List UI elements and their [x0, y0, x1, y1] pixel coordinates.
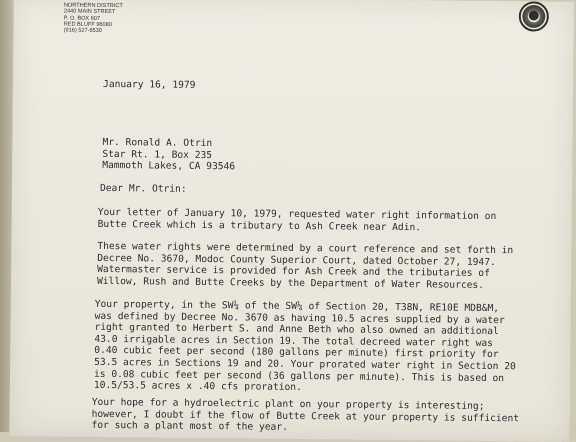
paragraph-line: These water rights were determined by a court reference and set forth in	[97, 240, 514, 257]
paragraph-1	[98, 207, 497, 234]
letter-date: January 16, 1979	[103, 78, 196, 91]
recipient-address	[102, 137, 235, 173]
paragraph-line: Willow, Rush and Butte Creeks by the Department of Water Resources.	[96, 275, 485, 291]
paragraph-line: is 0.08 cubic feet per second (36 gallons per minute). This is based on	[93, 368, 505, 384]
address-line: (916) 527-6530	[63, 27, 102, 35]
letter-page	[9, 0, 574, 442]
recipient-line: Mr. Ronald A. Otrin	[102, 136, 213, 150]
address-line: NORTHERN DISTRICT	[63, 2, 123, 10]
paragraph-line: Your hope for a hydroelectric plant on your property is interesting;	[91, 396, 485, 412]
paragraph-2	[97, 241, 513, 292]
seal-emblem-icon	[529, 10, 539, 20]
paragraph-line: Watermaster service is provided for Ash Creek and the tributaries of	[97, 264, 490, 280]
recipient-line: Star Rt. 1, Box 235	[102, 148, 213, 161]
paragraph-line: Decree No. 3670, Modoc County Superior Court, dated October 27, 1947.	[97, 252, 496, 268]
paragraph-line: was defined by Decree No. 3670 as having 10.5 acres supplied by a water	[94, 310, 505, 326]
paragraph-line: for such a plant most of the year.	[91, 420, 288, 434]
paragraph-line: 10.5/53.5 acres x .40 cfs proration.	[93, 380, 302, 394]
paragraph-line: 0.40 cubic feet per second (180 gallons per minute) first priority for	[94, 345, 499, 361]
address-line: RED BLUFF 96080	[63, 21, 112, 28]
paragraph-3	[94, 299, 517, 396]
recipient-line: Mammoth Lakes, CA 93546	[102, 160, 236, 173]
paragraph-line: right granted to Herbert S. and Anne Beth who also owned an additional	[94, 322, 499, 338]
paragraph-line: Your property, in the SW¼ of the SW¼ of Section 20, T38N, RE10E MDB&M,	[94, 298, 500, 315]
paragraph-line: however, I doubt if the flow of Butte Creek at your property is sufficient	[91, 408, 520, 424]
letterhead-agency	[108, 0, 244, 1]
address-line: 2440 MAIN STREET	[63, 8, 116, 16]
salutation: Dear Mr. Otrin:	[99, 182, 187, 195]
paragraph-line: Your letter of January 10, 1979, requested water right information on	[97, 206, 497, 223]
address-line: P. O. BOX 607	[63, 15, 101, 22]
paragraph-4	[91, 397, 519, 436]
paragraph-line: 53.5 acres in Sections 19 and 20. Your prorated water right in Section 20	[94, 356, 516, 373]
paragraph-line: Butte Creek which is a tributary to Ash Creek near Adin.	[97, 218, 422, 233]
state-seal-icon	[519, 1, 549, 31]
letterhead-address	[64, 3, 123, 35]
paragraph-line: 43.0 irrigable acres in Section 19. The total decreed water right was	[94, 333, 493, 349]
